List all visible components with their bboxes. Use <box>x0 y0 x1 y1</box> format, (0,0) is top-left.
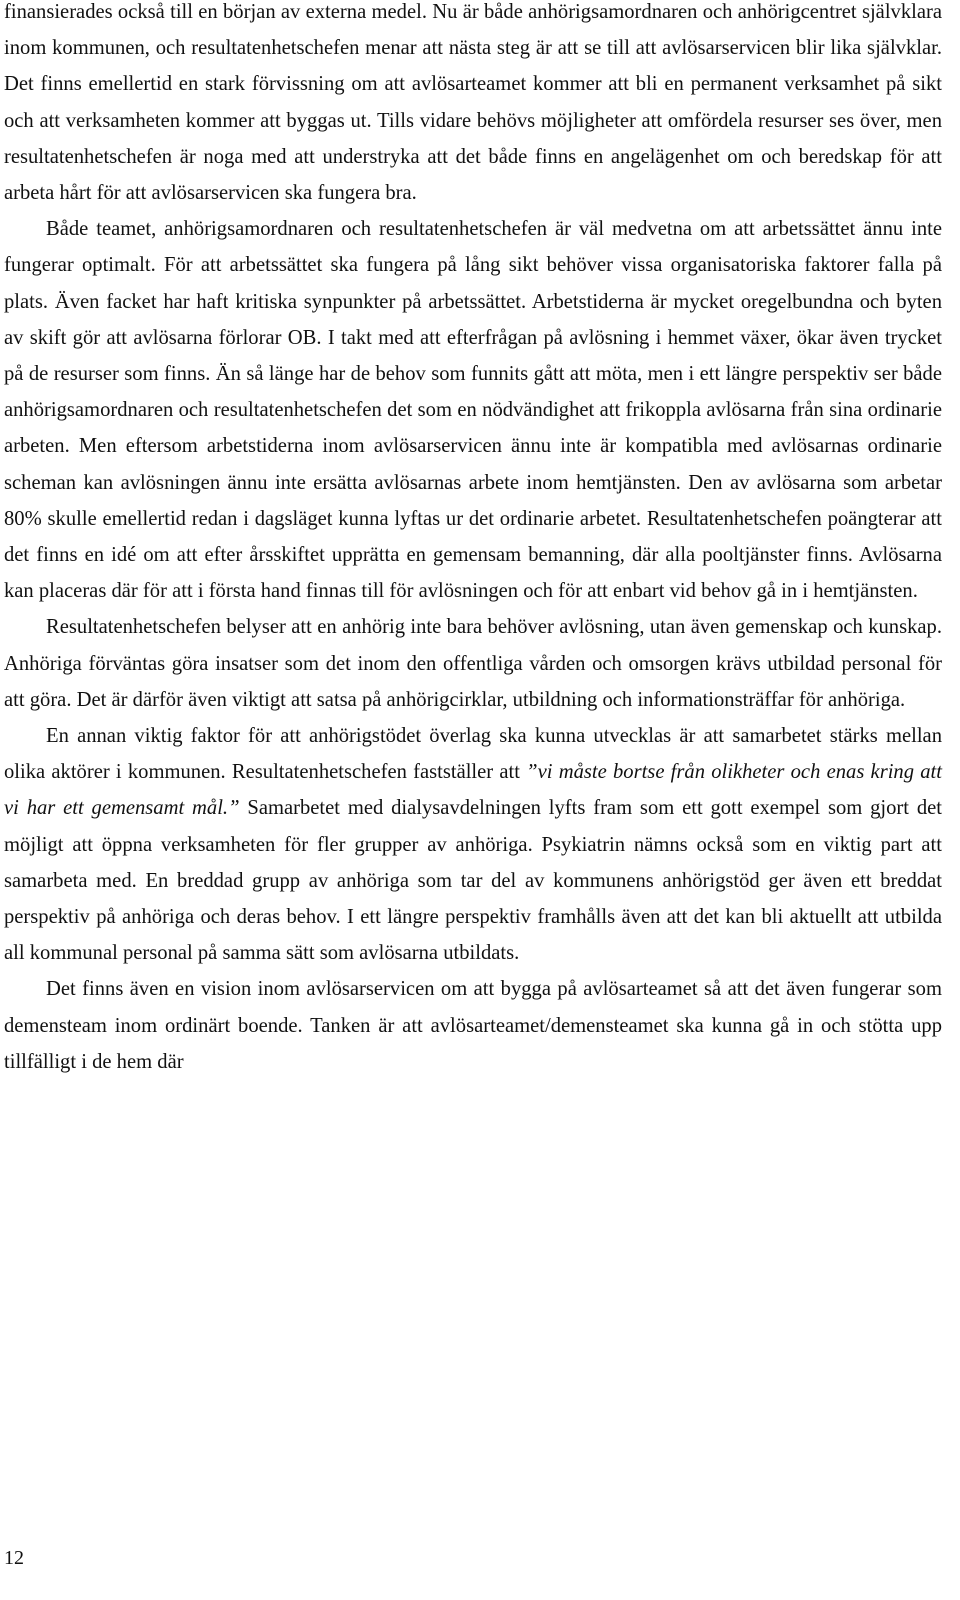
page-number: 12 <box>4 1547 24 1569</box>
paragraph-community-and-knowledge: Resultatenhetschefen belyser att en anhörig inte bara behöver avlösning, utan även gemenskap och kunskap. Anhöriga förväntas göra insatser som det inom den offentliga vården och omsorgen krävs utbildad personal för att göra. Det är därför även viktigt att satsa på anhörigcirklar, utbildning och informationsträffar för anhöriga. <box>4 616 942 711</box>
paragraph-avloserservice-continuation: finansierades också till en början av externa medel. Nu är både anhörigsamordnaren och anhörigcentret självklara inom kommunen, och resultatenhetschefen menar att nästa steg är att se till att avlösarservicen blir lika självklar. Det finns emellertid en stark förvissning om att avlösarteamet kommer att bli en permanent verksamhet på sikt och att verksamheten kommer att byggas ut. Tills vidare behövs möjligheter att omfördela resurser ses över, men resultatenhetschefen är noga med att understryka att det både finns en angelägenhet om och beredskap för att arbeta hårt för att avlösarservicen ska fungera bra. <box>4 1 942 205</box>
paragraph-collaboration-continuation: Samarbetet med dialysavdelningen lyfts fram som ett gott exempel som gjort det möjligt att öppna verksamheten för fler grupper av anhöriga. Psykiatrin nämns också som en viktig part att samarbeta med. En breddad grupp av anhöriga som tar del av kommunens anhörigstöd ger även ett breddat perspektiv på anhöriga och deras behov. I ett längre perspektiv framhålls även att det kan bli aktuellt att utbilda all kommunal personal på samma sätt som avlösarna utbildats. <box>4 797 942 965</box>
paragraph-collaboration-quote: ”vi måste bortse från olikheter och enas kring att vi har ett gemensamt mål.” <box>4 761 942 820</box>
paragraph-dementia-team-vision: Det finns även en vision inom avlösarservicen om att bygga på avlösarteamet så att det även fungerar som demensteam inom ordinärt boende. Tanken är att avlösarteamet/demensteamet ska kunna gå in och stötta upp tillfälligt i de hem där <box>4 978 942 1073</box>
paragraph-organisational-factors: Både teamet, anhörigsamordnaren och resultatenhetschefen är väl medvetna om att arbetssättet ännu inte fungerar optimalt. För att arbetssättet ska fungera på lång sikt behöver vissa organisatoriska faktorer falla på plats. Även facket har haft kritiska synpunkter på arbetssättet. Arbetstiderna är mycket oregelbundna och byten av skift gör att avlösarna förlorar OB. I takt med att efterfrågan på avlösning i hemmet växer, ökar även trycket på de resurser som finns. Än så länge har de behov som funnits gått att möta, men i ett längre perspektiv ser både anhörigsamordnaren och resultatenhetschefen det som en nödvändighet att frikoppla avlösarna från sina ordinarie arbeten. Men eftersom arbetstiderna inom avlösarservicen ännu inte är kompatibla med avlösarnas ordinarie scheman kan avlösningen ännu inte ersätta avlösarnas arbete inom hemtjänsten. Den av avlösarna som arbetar 80% skulle emellertid redan i dagsläget kunna lyftas ur det ordinarie arbetet. Resultatenhetschefen poängterar att det finns en idé om att efter årsskiftet upprätta en gemensam bemanning, där alla pooltjänster finns. Avlösarna kan placeras där för att i första hand finnas till för avlösningen och för att enbart vid behov gå in i hemtjänsten. <box>4 218 942 603</box>
document-page <box>4 0 942 1080</box>
paragraph-collaboration-intro: En annan viktig faktor för att anhörigstödet överlag ska kunna utvecklas är att samarbetet stärks mellan olika aktörer i kommunen. Resultatenhetschefen fastställer att <box>4 725 942 784</box>
paragraph-collaboration <box>4 718 942 971</box>
